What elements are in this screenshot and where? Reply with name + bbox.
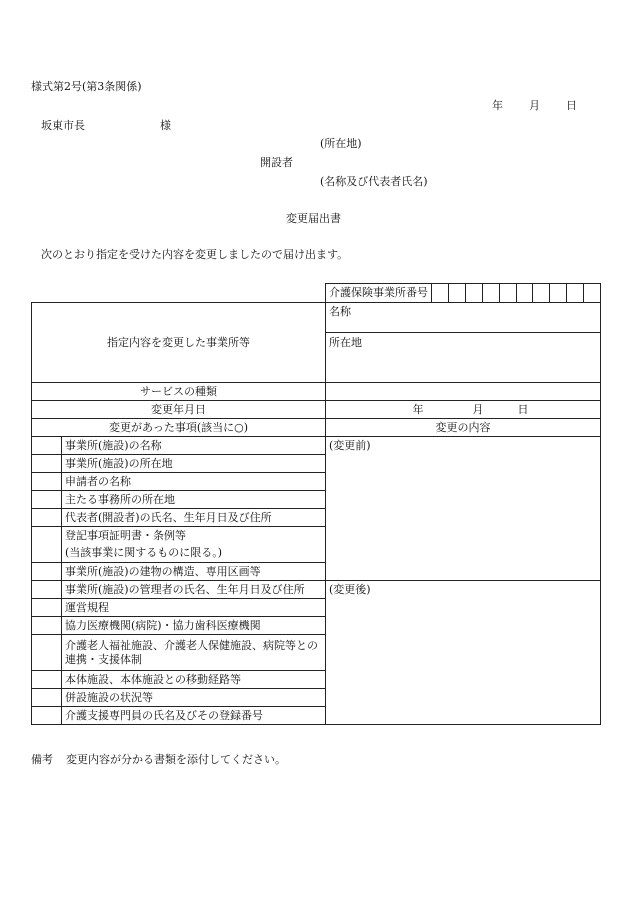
facility-number-label: 介護保険事業所番号 — [329, 286, 428, 299]
digit-box[interactable] — [549, 284, 566, 302]
digit-box[interactable] — [499, 284, 516, 302]
change-content-header: 変更の内容 — [326, 419, 601, 437]
digit-box[interactable] — [465, 284, 482, 302]
office-address-field[interactable]: 所在地 — [326, 333, 601, 383]
item-checkbox[interactable] — [32, 491, 62, 509]
document-title: 変更届出書 — [286, 212, 341, 225]
item-checkbox[interactable] — [32, 527, 62, 563]
list-item: 介護老人福祉施設、介護老人保健施設、病院等との連携・支援体制 — [62, 635, 326, 671]
change-date-label: 変更年月日 — [32, 401, 326, 419]
item-checkbox[interactable] — [32, 437, 62, 455]
facility-number-cell — [326, 284, 601, 303]
digit-box[interactable] — [482, 284, 499, 302]
item-checkbox[interactable] — [32, 581, 62, 599]
office-name-field[interactable]: 名称 — [326, 303, 601, 333]
item-checkbox[interactable] — [32, 617, 62, 635]
list-item-note: (当該事業に関するものに限る。) — [62, 545, 326, 563]
digit-box[interactable] — [532, 284, 549, 302]
location-label: (所在地) — [320, 137, 362, 150]
digit-box[interactable] — [448, 284, 465, 302]
note-text: 変更内容が分かる書類を添付してください。 — [66, 753, 286, 766]
digit-box[interactable] — [431, 284, 448, 302]
item-checkbox[interactable] — [32, 707, 62, 725]
item-checkbox[interactable] — [32, 509, 62, 527]
before-content-field[interactable]: (変更前) — [326, 437, 601, 581]
item-checkbox[interactable] — [32, 473, 62, 491]
intro-text: 次のとおり指定を受けた内容を変更しましたので届け出ます。 — [41, 248, 349, 261]
item-checkbox[interactable] — [32, 455, 62, 473]
list-item: 協力医療機関(病院)・協力歯科医療機関 — [62, 617, 326, 635]
date-month: 月 — [529, 99, 540, 112]
date-year: 年 — [492, 99, 503, 112]
change-date-field[interactable] — [326, 401, 601, 419]
after-content-field[interactable]: (変更後) — [326, 581, 601, 725]
list-item: 本体施設、本体施設との移動経路等 — [62, 671, 326, 689]
office-label: 指定内容を変更した事業所等 — [32, 303, 326, 383]
change-form-table — [31, 283, 601, 725]
list-item: 事業所(施設)の建物の構造、専用区画等 — [62, 563, 326, 581]
service-type-label: サービスの種類 — [32, 383, 326, 401]
digit-box[interactable] — [566, 284, 583, 302]
note-label: 備考 — [31, 753, 53, 766]
name-label: (名称及び代表者氏名) — [320, 175, 428, 188]
form-number: 様式第2号(第3条関係) — [31, 80, 142, 93]
item-checkbox[interactable] — [32, 689, 62, 707]
list-item: 事業所(施設)の管理者の氏名、生年月日及び住所 — [62, 581, 326, 599]
digit-box[interactable] — [583, 284, 600, 302]
list-item: 登記事項証明書・条例等 — [62, 527, 326, 545]
item-checkbox[interactable] — [32, 671, 62, 689]
digit-box[interactable] — [516, 284, 533, 302]
list-item: 代表者(開設者)の氏名、生年月日及び住所 — [62, 509, 326, 527]
addressee-suffix: 様 — [160, 119, 171, 132]
service-type-field[interactable] — [326, 383, 601, 401]
addressee: 坂東市長 — [41, 119, 85, 132]
list-item: 申請者の名称 — [62, 473, 326, 491]
change-month: 月 — [472, 402, 484, 416]
list-item: 事業所(施設)の名称 — [62, 437, 326, 455]
date-day: 日 — [566, 99, 577, 112]
list-item: 介護支援専門員の氏名及びその登録番号 — [62, 707, 326, 725]
list-item: 事業所(施設)の所在地 — [62, 455, 326, 473]
list-item: 主たる事務所の所在地 — [62, 491, 326, 509]
list-item: 併設施設の状況等 — [62, 689, 326, 707]
change-day: 日 — [517, 402, 529, 416]
item-checkbox[interactable] — [32, 635, 62, 671]
item-checkbox[interactable] — [32, 563, 62, 581]
item-checkbox[interactable] — [32, 599, 62, 617]
list-item: 運営規程 — [62, 599, 326, 617]
empty-corner — [32, 284, 326, 303]
opener-label: 開設者 — [260, 156, 293, 169]
facility-number-boxes[interactable] — [431, 284, 600, 302]
change-year: 年 — [412, 402, 424, 416]
changed-items-header: 変更があった事項(該当に○) — [32, 419, 326, 437]
